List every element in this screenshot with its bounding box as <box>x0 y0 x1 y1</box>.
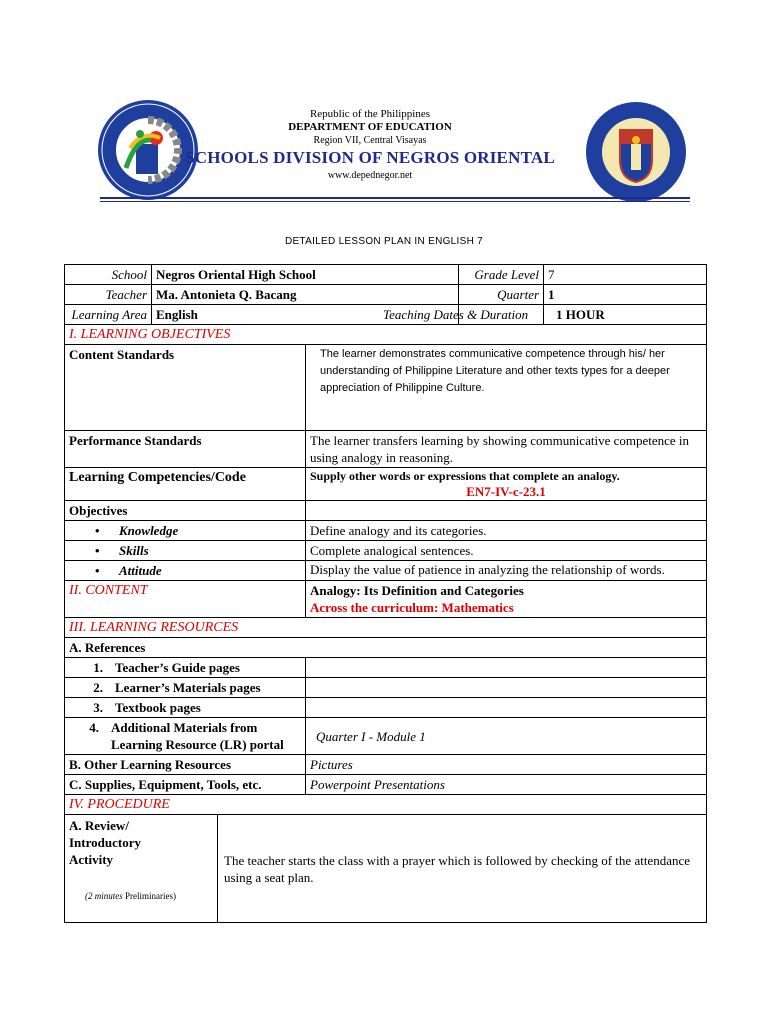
table-row <box>65 468 707 501</box>
quarter-value: 1 <box>544 285 707 305</box>
table-row <box>65 581 707 618</box>
website-line[interactable]: www.depednegor.net <box>327 170 413 181</box>
table-row <box>65 561 707 581</box>
objectives-label: Objectives <box>65 501 306 521</box>
performance-standards-value: The learner transfers learning by showing communicative competence in using analogy in reasoning. <box>306 431 707 468</box>
textbook-value <box>306 698 707 718</box>
review-label-cell <box>65 815 218 923</box>
dates-label-text: Teaching Dates & Duration <box>383 307 529 322</box>
area-label: Learning Area <box>65 305 152 325</box>
review-note-italic: (2 minutes <box>85 891 123 901</box>
learners-materials-value <box>306 678 707 698</box>
table-row <box>65 265 707 285</box>
table-row <box>65 815 707 923</box>
table-row <box>65 501 707 521</box>
header-divider <box>100 197 690 199</box>
supplies-value: Powerpoint Presentations <box>306 775 707 795</box>
table-row <box>65 755 707 775</box>
school-label: School <box>65 265 152 285</box>
grade-label: Grade Level <box>459 265 544 285</box>
region-line: Region VII, Central Visayas <box>313 135 427 146</box>
table-row <box>65 325 707 345</box>
content-value <box>306 581 707 618</box>
content-title: Analogy: Its Definition and Categories <box>310 583 524 598</box>
review-label: A. Review/ Introductory Activity <box>69 818 141 867</box>
skills-value: Complete analogical sentences. <box>306 541 707 561</box>
school-value: Negros Oriental High School <box>152 265 459 285</box>
table-row <box>65 618 707 638</box>
table-row <box>65 775 707 795</box>
list-number: 4. <box>89 720 99 735</box>
table-row <box>65 638 707 658</box>
table-row <box>65 431 707 468</box>
competency-code: EN7-IV-c-23.1 <box>466 484 546 499</box>
table-row <box>65 678 707 698</box>
knowledge-value: Define analogy and its categories. <box>306 521 707 541</box>
table-row <box>65 698 707 718</box>
content-heading: II. CONTENT <box>65 581 306 618</box>
document-title: DETAILED LESSON PLAN IN ENGLISH 7 <box>284 236 484 247</box>
teachers-guide-label <box>65 658 306 678</box>
other-resources-value: Pictures <box>306 755 707 775</box>
review-text: The teacher starts the class with a prayer which is followed by checking of the attendance using a seat plan. <box>218 815 707 923</box>
table-row <box>65 345 707 431</box>
table-row <box>65 285 707 305</box>
additional-materials-text: Additional Materials from Learning Resource (LR) portal <box>111 720 284 752</box>
objectives-heading: I. LEARNING OBJECTIVES <box>65 325 707 345</box>
textbook-label <box>65 698 306 718</box>
objectives-blank <box>306 501 707 521</box>
procedure-heading: IV. PROCEDURE <box>65 795 707 815</box>
letterhead <box>0 0 768 230</box>
teachers-guide-text: Teacher’s Guide pages <box>115 660 240 675</box>
grade-value: 7 <box>544 265 707 285</box>
competencies-label: Learning Competencies/Code <box>65 468 306 501</box>
review-note <box>85 888 213 905</box>
learners-materials-text: Learner’s Materials pages <box>115 680 261 695</box>
textbook-text: Textbook pages <box>115 700 201 715</box>
table-row <box>65 658 707 678</box>
table-row <box>65 541 707 561</box>
attitude-value: Display the value of patience in analyzing the relationship of words. <box>306 561 707 581</box>
references-label: A. References <box>65 638 707 658</box>
performance-standards-label: Performance Standards <box>65 431 306 468</box>
list-number: 3. <box>93 700 103 715</box>
header-divider-thin <box>100 201 690 202</box>
teacher-value: Ma. Antonieta Q. Bacang <box>152 285 459 305</box>
supplies-label: C. Supplies, Equipment, Tools, etc. <box>65 775 306 795</box>
resources-heading: III. LEARNING RESOURCES <box>65 618 707 638</box>
other-resources-label: B. Other Learning Resources <box>65 755 306 775</box>
table-row <box>65 305 707 325</box>
review-note-text: Preliminaries) <box>125 891 176 901</box>
content-standards-label: Content Standards <box>65 345 306 431</box>
knowledge-label: • Knowledge <box>65 521 306 541</box>
competencies-text: Supply other words or expressions that complete an analogy. <box>310 469 620 483</box>
division-line: SCHOOLS DIVISION OF NEGROS ORIENTAL <box>185 148 555 167</box>
kagawaran-ng-edukasyon-seal-icon <box>584 100 688 204</box>
teacher-label: Teacher <box>65 285 152 305</box>
area-value: English <box>152 305 459 325</box>
skills-label: • Skills <box>65 541 306 561</box>
lesson-plan-table <box>64 264 707 923</box>
list-number: 2. <box>93 680 103 695</box>
table-row <box>65 521 707 541</box>
republic-line: Republic of the Philippines <box>309 108 431 120</box>
quarter-label: Quarter <box>459 285 544 305</box>
attitude-label: • Attitude <box>65 561 306 581</box>
learners-materials-label <box>65 678 306 698</box>
teachers-guide-value <box>306 658 707 678</box>
dates-label <box>383 305 544 325</box>
list-number: 1. <box>93 660 103 675</box>
additional-materials-label <box>65 718 306 755</box>
department-line: DEPARTMENT OF EDUCATION <box>288 121 452 133</box>
across-curriculum: Across the curriculum: Mathematics <box>310 600 514 615</box>
table-row <box>65 718 707 755</box>
competencies-value <box>306 468 707 501</box>
table-row <box>65 795 707 815</box>
content-standards-value: The learner demonstrates communicative competence through his/ her understanding of Philippine Literature and other texts types for a deeper appreciation of Philippine Culture. <box>306 345 707 431</box>
additional-materials-value: Quarter I - Module 1 <box>306 718 707 755</box>
duration-value: 1 HOUR <box>544 305 707 325</box>
